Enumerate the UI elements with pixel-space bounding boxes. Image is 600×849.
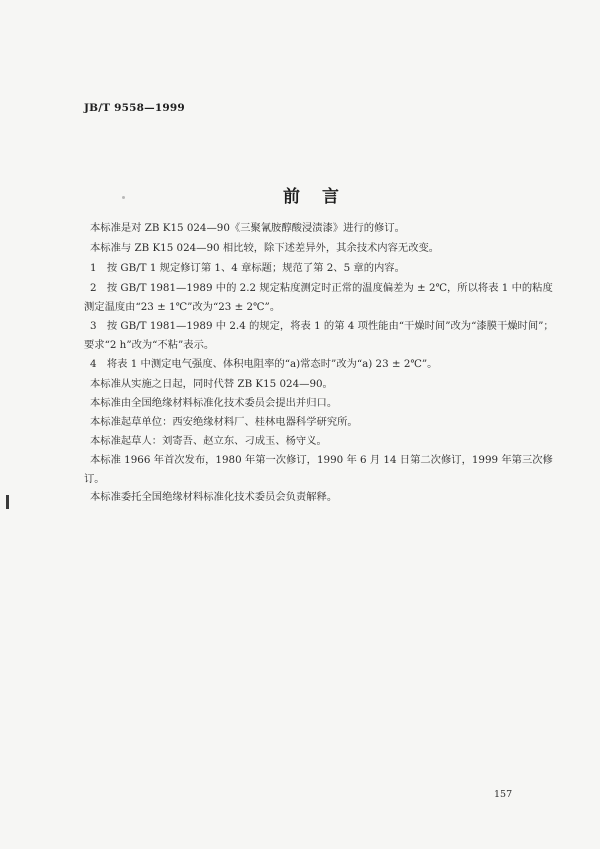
paragraph-line: 本标准起草人：刘寄吾、赵立东、刁成玉、杨守义。 [90,435,327,447]
paragraph-line: 3 按 GB/T 1981—1989 中 2.4 的规定，将表 1 的第 4 项性能由“干燥时间”改为“漆膜干燥时间”； [90,320,554,332]
paragraph [84,414,530,430]
page-number: 157 [494,789,513,800]
paragraph-continuation: 订。 [84,473,105,485]
binding-mark [6,495,9,509]
paragraph-line: 本标准从实施之日起，同时代替 ZB K15 024—90。 [90,378,333,390]
paragraph-continuation: 要求“2 h”改为“不粘”表示。 [84,339,215,351]
paragraph [84,452,553,468]
paragraph-line: 本标准 1966 年首次发布，1980 年第一次修订，1990 年 6 月 14 日第二次修订，1999 年第三次修 [90,454,553,466]
paragraph-line: 2 按 GB/T 1981—1989 中的 2.2 规定粘度测定时正常的温度偏差为 ± 2℃，所以将表 1 中的粘度 [90,282,553,294]
paragraph [84,318,554,334]
paragraph-line: 本标准是对 ZB K15 024—90《三聚氰胺醇酸浸渍漆》进行的修订。 [90,222,405,234]
paragraph [84,489,530,505]
paragraph-line: 本标准由全国绝缘材料标准化技术委员会提出并归口。 [90,397,338,409]
paragraph-line: 本标准起草单位：西安绝缘材料厂、桂林电器科学研究所。 [90,416,358,428]
paragraph [84,280,553,296]
paragraph [84,260,530,276]
paragraph-line: 4 将表 1 中测定电气强度、体积电阻率的“a)常态时”改为“a) 23 ± 2℃”。 [90,358,438,370]
paragraph-line: 本标准委托全国绝缘材料标准化技术委员会负责解释。 [90,491,338,503]
paragraph [84,433,530,449]
paragraph-line: 本标准与 ZB K15 024—90 相比较，除下述差异外，其余技术内容无改变。 [90,242,440,254]
paragraph [84,395,530,411]
paragraph [84,376,530,392]
document-code: JB/T 9558—1999 [84,102,185,114]
paragraph [84,240,530,256]
paragraph-line: 1 按 GB/T 1 规定修订第 1、4 章标题；规范了第 2、5 章的内容。 [90,262,405,274]
section-title: 前言 [283,187,361,207]
paragraph [84,220,530,236]
paragraph [84,356,530,372]
paragraph-continuation: 测定温度由“23 ± 1℃”改为“23 ± 2℃”。 [84,301,281,313]
